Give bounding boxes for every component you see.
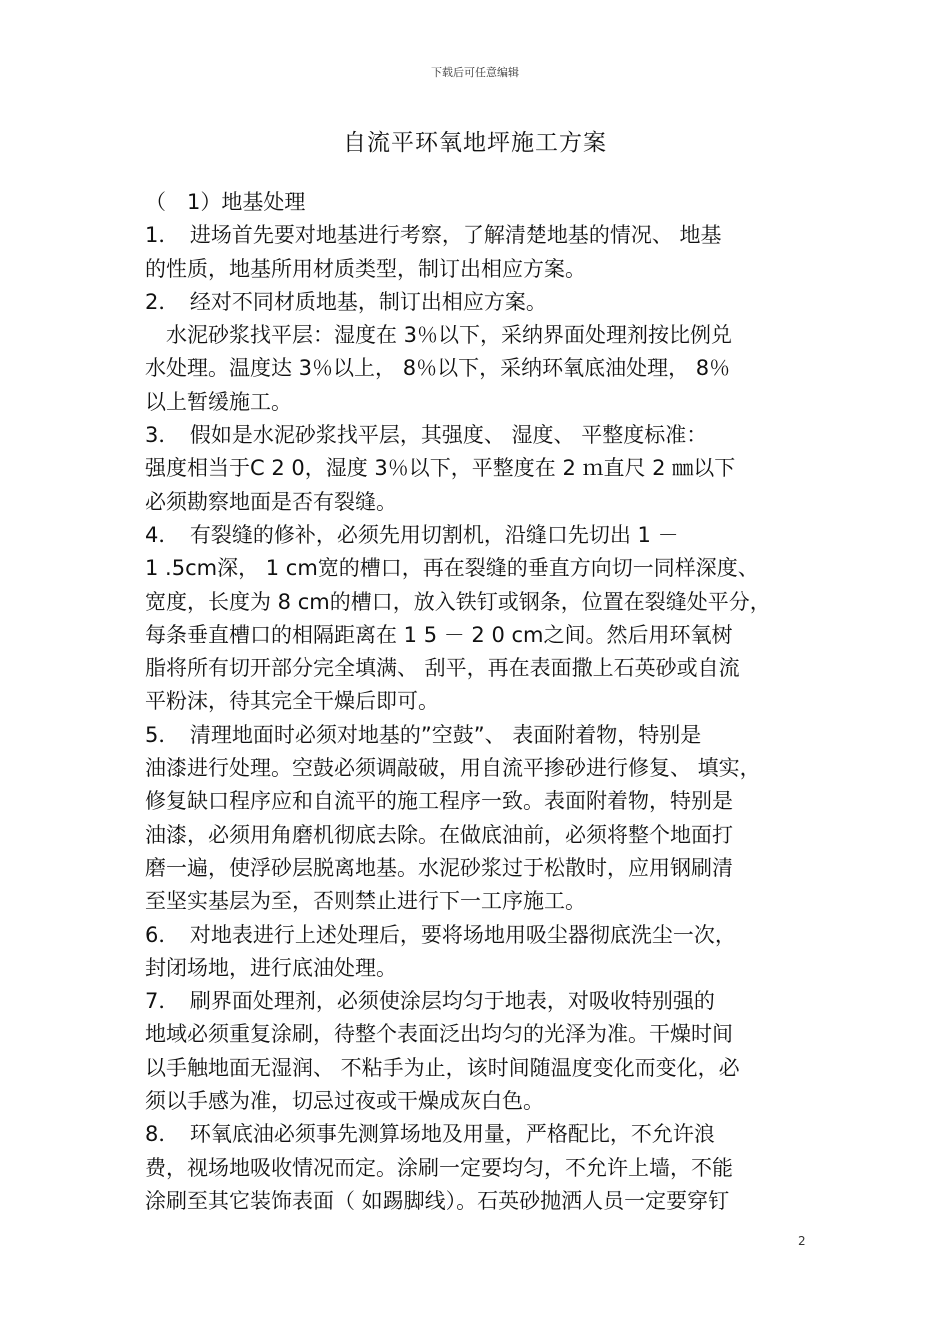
text-line: 每条垂直槽口的相隔距离在 1 5 － 2 0 cm之间。然后用环氧树 <box>145 622 733 647</box>
text-line: 涂刷至其它装饰表面（ 如踢脚线）。石英砂抛洒人员一定要穿钉 <box>145 1188 730 1213</box>
text-line: 以上暂缓施工。 <box>145 389 292 414</box>
text-line: 磨一遍，使浮砂层脱离地基。水泥砂浆过于松散时，应用钢刷清 <box>145 855 733 880</box>
text-line: 7． 刷界面处理剂，必须使涂层均匀于地表，对吸收特别强的 <box>145 989 715 1014</box>
document-title: 自流平环氧地坪施工方案 <box>343 130 607 156</box>
text-line: 水泥砂浆找平层：湿度在 3％以下，采纳界面处理剂按比例兑 <box>145 323 733 348</box>
text-line: 1 .5cm深， 1 cm宽的槽口，再在裂缝的垂直方向切一同样深度、 <box>145 556 759 581</box>
text-line: 脂将所有切开部分完全填满、 刮平，再在表面撒上石英砂或自流 <box>145 656 740 681</box>
text-line: 宽度，长度为 8 cm的槽口，放入铁钉或钢条，位置在裂缝处平分， <box>145 589 771 614</box>
text-line: 1． 进场首先要对地基进行考察，了解清楚地基的情况、 地基 <box>145 223 722 248</box>
header-note: 下载后可任意编辑 <box>431 66 519 79</box>
text-line: 的性质，地基所用材质类型，制订出相应方案。 <box>145 256 586 281</box>
document-body <box>145 186 810 1218</box>
text-line: 3． 假如是水泥砂浆找平层，其强度、 湿度、 平整度标准： <box>145 423 708 448</box>
page-number: 2 <box>798 1234 806 1248</box>
text-line: 水处理。温度达 3％以上， 8％以下，采纳环氧底油处理， 8％ <box>145 356 731 381</box>
text-line: 费，视场地吸收情况而定。涂刷一定要均匀，不允许上墙，不能 <box>145 1155 733 1180</box>
text-line: 油漆，必须用角磨机彻底去除。在做底油前，必须将整个地面打 <box>145 822 733 847</box>
text-line: 4． 有裂缝的修补，必须先用切割机，沿缝口先切出 1 － <box>145 522 679 547</box>
text-line: 须以手感为准，切忌过夜或干燥成灰白色。 <box>145 1089 544 1114</box>
text-line: 6． 对地表进行上述处理后，要将场地用吸尘器彻底洗尘一次， <box>145 922 736 947</box>
text-line: 2． 经对不同材质地基，制订出相应方案。 <box>145 289 547 314</box>
text-line: 地域必须重复涂刷，待整个表面泛出均匀的光泽为准。干燥时间 <box>145 1022 733 1047</box>
text-line: 5． 清理地面时必须对地基的”空鼓”、 表面附着物，特别是 <box>145 722 702 747</box>
text-line: 必须勘察地面是否有裂缝。 <box>145 489 397 514</box>
text-line: 平粉沫，待其完全干燥后即可。 <box>145 689 439 714</box>
text-line: 封闭场地，进行底油处理。 <box>145 955 397 980</box>
text-line: 以手触地面无湿润、 不粘手为止，该时间随温度变化而变化，必 <box>145 1055 740 1080</box>
text-line: 8． 环氧底油必须事先测算场地及用量，严格配比，不允许浪 <box>145 1122 715 1147</box>
text-line: （ 1）地基处理 <box>145 190 306 214</box>
text-line: 油漆进行处理。空鼓必须调敲破，用自流平掺砂进行修复、 填实， <box>145 756 761 781</box>
text-line: 修复缺口程序应和自流平的施工程序一致。表面附着物，特别是 <box>145 789 733 814</box>
text-line: 至坚实基层为至，否则禁止进行下一工序施工。 <box>145 889 586 914</box>
text-line: 强度相当于C 2 0，湿度 3％以下，平整度在 2 ｍ直尺 2 ㎜以下 <box>145 456 736 481</box>
